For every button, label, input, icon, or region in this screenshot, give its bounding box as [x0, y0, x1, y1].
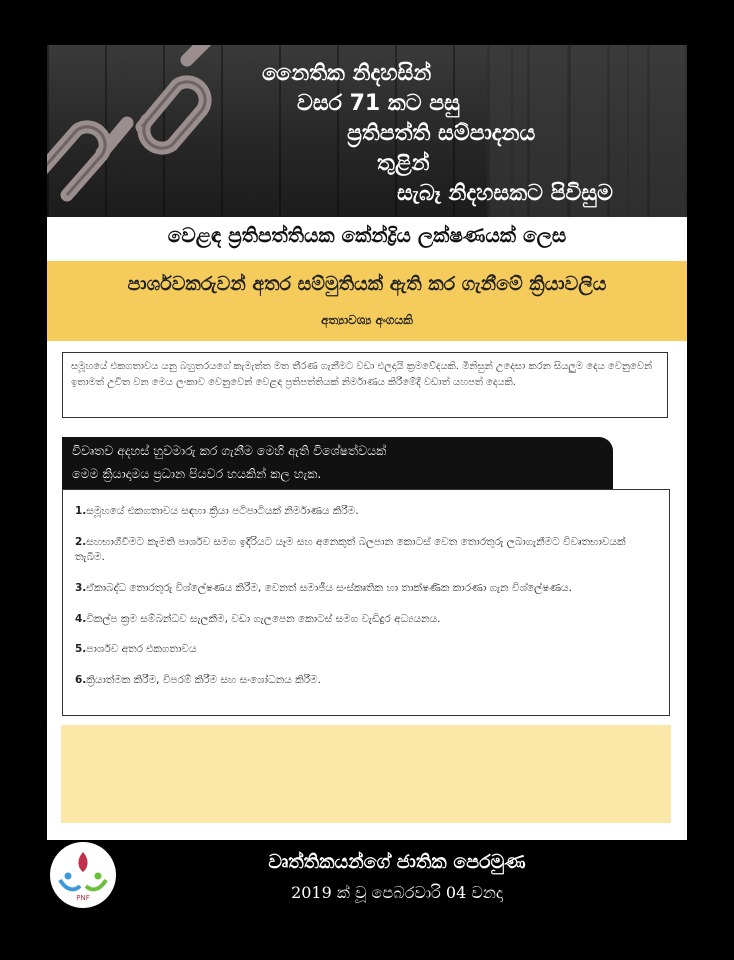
step-text: සමූහයේ එකගතාවය සඳහා ක්‍රියා පටිපාටියක් නිර්මාණය කිරීම.	[86, 505, 359, 517]
step-number: 2.	[75, 536, 87, 548]
blank-panel	[61, 725, 671, 823]
process-title: පාර්ශවකරුවන් අතර සම්මුතියක් ඇති කර ගැනීමේ ක්‍රියාවලිය	[127, 273, 607, 295]
step-item	[75, 504, 359, 519]
step-item	[75, 535, 635, 565]
step-text: ඒකාබද්ධ තොරතුරු විශ්ලේෂණය කිරීම, වෙනත් සමාජීය සංස්කෘතික හා තාක්ෂණික කාරණා ගැන විශ්ලේෂණය.	[86, 582, 572, 594]
step-text: විකල්ප ක්‍රම සම්බන්ධව සැලකීම, වඩා ගැලපෙන කොටස් සමග වැඩිදුර අධ්‍යයනය.	[86, 613, 441, 625]
logo-text: PNF	[76, 894, 90, 902]
tab-line-1: විවෘතව අදහස් හුවමාරු කර ගැනීම මෙහි ඇති විශේෂත්වයක්	[72, 443, 387, 458]
steps-box	[62, 489, 670, 716]
step-item	[75, 581, 572, 596]
step-item	[75, 612, 441, 627]
step-number: 5.	[75, 643, 87, 655]
banner-line-1: නෛතික නිදහසින්	[262, 61, 432, 86]
intro-text: සමූහයේ එකගතාවය යනු බහුතරයගේ කැමැත්ත මත තීරණ ගැනීමට වඩා එලදායි ක්‍රමවේදයකි. මිනිසුන් උදෙසා කරන සියලුම දෙය වෙනුවෙන් ඉතාමත් උචිත වන මෙය ලංකාව වෙනුවෙන් වෙළඳ ප්‍රතිපත්තියක් නිර්මාණය කිරීමේදී වඩාත් යහපත් දෙයකි.	[71, 361, 653, 388]
banner-line-3: ප්‍රතිපත්ති සම්පාදනය	[347, 121, 536, 146]
banner-line-4: තුළින්	[377, 151, 430, 176]
step-number: 3.	[75, 582, 87, 594]
process-subtitle: අත්‍යාවශ්‍ය අංගයකි	[321, 313, 413, 327]
date-line: 2019 ක් වූ පෙබරවාරි 04 වනදා	[291, 883, 503, 902]
banner-line-5: සැබෑ නිදහසකට පිවිසුම	[397, 181, 613, 206]
broken-chain-icon	[47, 45, 247, 217]
highlight-tab	[62, 437, 613, 489]
poster	[47, 45, 687, 913]
tab-line-2: මෙම ක්‍රියාදාමය ප්‍රධාන පියවර හයකින් කල හැක.	[72, 466, 322, 481]
organization-name: වෘත්තිකයන්ගේ ජාතික පෙරමුණ	[268, 851, 526, 873]
main-heading: වෙළඳ ප්‍රතිපත්තියක කේන්ද්‍රිය ලක්ෂණයක් ලෙස	[167, 223, 567, 247]
step-text: පාර්ශව අතර එකගතාවය	[86, 643, 197, 655]
step-text: සහභාගීවීමට කැමති පාර්ශව සමග ඉදිරියට යෑම සහ අනෙකුත් බලපාන කොටස් වෙත තොරතුරු ලබාගැනීමට විවෘතභාවයක් තැබීම.	[75, 536, 626, 563]
step-item	[75, 642, 197, 657]
step-number: 4.	[75, 613, 87, 625]
step-number: 1.	[75, 505, 87, 517]
step-text: ක්‍රියාත්මක කිරීම, විපරම් කිරීම සහ සංශෝධනය කිරීම.	[86, 674, 321, 686]
step-item	[75, 673, 321, 688]
step-number: 6.	[75, 674, 87, 686]
intro-box	[62, 352, 668, 418]
banner-line-2: වසර 71 කට පසු	[297, 91, 460, 116]
header-banner	[47, 45, 687, 217]
